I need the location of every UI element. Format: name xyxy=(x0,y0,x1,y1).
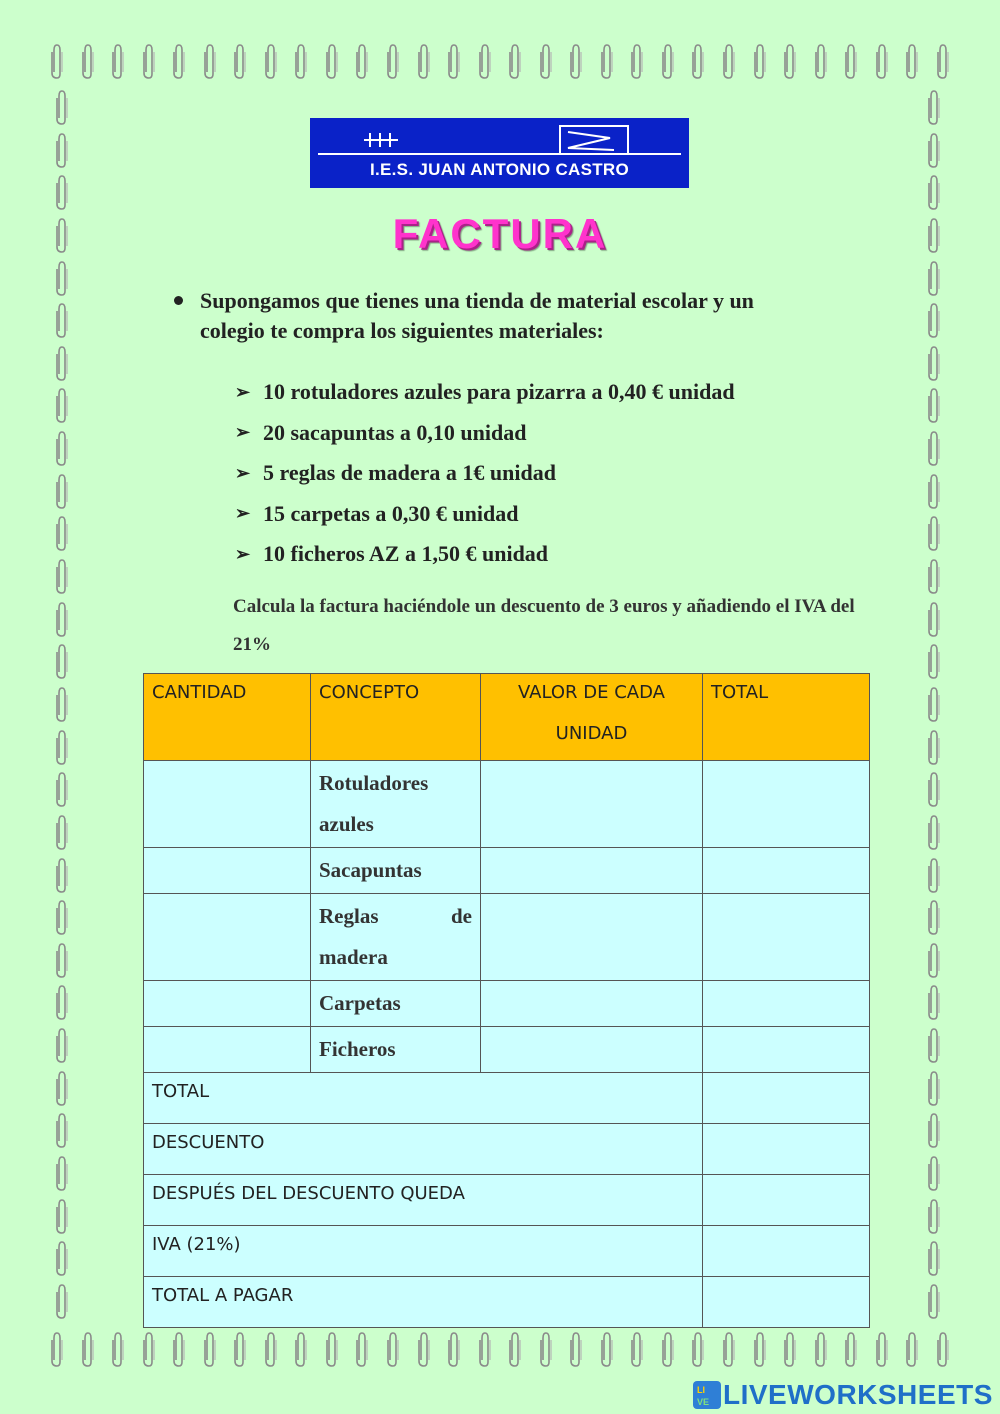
paperclip-icon xyxy=(50,42,64,80)
paperclip-icon xyxy=(927,557,941,595)
total-input[interactable] xyxy=(703,848,870,894)
paperclip-icon xyxy=(814,42,828,80)
arrow-bullet-icon: ➢ xyxy=(235,462,251,483)
paperclip-icon xyxy=(55,344,69,382)
paperclip-icon xyxy=(927,131,941,169)
paperclip-icon xyxy=(936,1330,950,1368)
paperclip-icon xyxy=(539,1330,553,1368)
paperclip-icon xyxy=(508,42,522,80)
valor-input[interactable] xyxy=(481,981,703,1027)
paperclip-icon xyxy=(111,1330,125,1368)
paperclip-icon xyxy=(630,1330,644,1368)
paperclip-icon xyxy=(927,301,941,339)
instruction-text: Calcula la factura haciéndole un descuento de 3 euros y añadiendo el IVA del 21% xyxy=(233,596,855,655)
paperclip-icon xyxy=(539,42,553,80)
paperclip-icon xyxy=(722,1330,736,1368)
paperclip-icon xyxy=(325,42,339,80)
bullet-icon xyxy=(174,296,183,305)
paperclip-icon xyxy=(927,88,941,126)
paperclip-icon xyxy=(55,472,69,510)
paperclip-icon xyxy=(927,1026,941,1064)
total-input[interactable] xyxy=(703,894,870,981)
paperclip-icon xyxy=(447,42,461,80)
paperclip-border-left xyxy=(55,88,75,1320)
paperclip-icon xyxy=(875,1330,889,1368)
paperclip-icon xyxy=(55,1111,69,1149)
paperclip-icon xyxy=(55,941,69,979)
paperclip-icon xyxy=(172,42,186,80)
svg-text:VE: VE xyxy=(697,1397,710,1407)
paperclip-icon xyxy=(55,301,69,339)
paperclip-icon xyxy=(875,42,889,80)
paperclip-icon xyxy=(927,1197,941,1235)
paperclip-icon xyxy=(783,1330,797,1368)
summary-row-total: TOTAL xyxy=(144,1073,870,1124)
paperclip-icon xyxy=(81,1330,95,1368)
table-row xyxy=(144,894,870,981)
list-item: ➢ 15 carpetas a 0,30 € unidad xyxy=(235,500,519,526)
paperclip-icon xyxy=(55,557,69,595)
paperclip-icon xyxy=(905,42,919,80)
paperclip-icon xyxy=(55,88,69,126)
paperclip-icon xyxy=(417,42,431,80)
paperclip-icon xyxy=(753,1330,767,1368)
valor-input[interactable] xyxy=(481,848,703,894)
paperclip-icon xyxy=(722,42,736,80)
cantidad-input[interactable] xyxy=(144,894,311,981)
paperclip-icon xyxy=(753,42,767,80)
paperclip-icon xyxy=(142,1330,156,1368)
paperclip-icon xyxy=(203,1330,217,1368)
paperclip-icon xyxy=(325,1330,339,1368)
paperclip-icon xyxy=(55,770,69,808)
cantidad-input[interactable] xyxy=(144,848,311,894)
paperclip-icon xyxy=(927,685,941,723)
paperclip-icon xyxy=(661,42,675,80)
paperclip-icon xyxy=(927,429,941,467)
paperclip-icon xyxy=(111,42,125,80)
header-concepto: CONCEPTO xyxy=(311,674,481,761)
table-row xyxy=(144,981,870,1027)
cantidad-input[interactable] xyxy=(144,981,311,1027)
paperclip-icon xyxy=(417,1330,431,1368)
total-input[interactable] xyxy=(703,761,870,848)
paperclip-icon xyxy=(927,1154,941,1192)
paperclip-icon xyxy=(55,1154,69,1192)
paperclip-icon xyxy=(569,42,583,80)
paperclip-icon xyxy=(50,1330,64,1368)
paperclip-icon xyxy=(447,1330,461,1368)
summary-row-descuento: DESCUENTO xyxy=(144,1124,870,1175)
list-item: ➢ 10 rotuladores azules para pizarra a 0,40 € unidad xyxy=(235,379,735,405)
paperclip-icon xyxy=(172,1330,186,1368)
paperclip-icon xyxy=(55,131,69,169)
total-input[interactable] xyxy=(703,1027,870,1073)
paperclip-icon xyxy=(478,42,492,80)
paperclip-icon xyxy=(927,941,941,979)
concepto-cell: Rotuladores azules xyxy=(311,761,481,848)
paperclip-icon xyxy=(55,1282,69,1320)
concepto-cell: Carpetas xyxy=(311,981,481,1027)
paperclip-icon xyxy=(927,344,941,382)
paperclip-icon xyxy=(927,1239,941,1277)
paperclip-icon xyxy=(927,1282,941,1320)
paperclip-icon xyxy=(355,1330,369,1368)
paperclip-icon xyxy=(600,1330,614,1368)
svg-text:LI: LI xyxy=(697,1385,705,1395)
paperclip-icon xyxy=(783,42,797,80)
paperclip-icon xyxy=(927,898,941,936)
paperclip-icon xyxy=(927,472,941,510)
header-valor: VALOR DE CADA UNIDAD xyxy=(481,674,703,761)
paperclip-icon xyxy=(927,1111,941,1149)
paperclip-icon xyxy=(508,1330,522,1368)
despues-answer-input[interactable] xyxy=(703,1175,870,1226)
paperclip-border-right xyxy=(927,88,947,1320)
paperclip-icon xyxy=(936,42,950,80)
paperclip-icon xyxy=(927,813,941,851)
paperclip-icon xyxy=(55,685,69,723)
arrow-bullet-icon: ➢ xyxy=(235,503,251,524)
paperclip-icon xyxy=(55,429,69,467)
paperclip-icon xyxy=(600,42,614,80)
paperclip-icon xyxy=(355,42,369,80)
paperclip-icon xyxy=(927,642,941,680)
paperclip-icon xyxy=(55,856,69,894)
paperclip-icon xyxy=(844,1330,858,1368)
concepto-cell: Reglas de madera xyxy=(311,894,481,981)
total-pagar-answer-input[interactable] xyxy=(703,1277,870,1328)
paperclip-icon xyxy=(294,1330,308,1368)
paperclip-icon xyxy=(927,386,941,424)
valor-input[interactable] xyxy=(481,761,703,848)
descuento-answer-input[interactable] xyxy=(703,1124,870,1175)
paperclip-icon xyxy=(55,173,69,211)
paperclip-icon xyxy=(478,1330,492,1368)
paperclip-icon xyxy=(55,1069,69,1107)
header-cantidad: CANTIDAD xyxy=(144,674,311,761)
paperclip-icon xyxy=(55,514,69,552)
summary-row-iva: IVA (21%) xyxy=(144,1226,870,1277)
header-total: TOTAL xyxy=(703,674,870,761)
total-answer-input[interactable] xyxy=(703,1073,870,1124)
paperclip-icon xyxy=(927,600,941,638)
paperclip-icon xyxy=(661,1330,675,1368)
paperclip-icon xyxy=(55,983,69,1021)
summary-row-total-pagar: TOTAL A PAGAR xyxy=(144,1277,870,1328)
paperclip-icon xyxy=(55,1026,69,1064)
valor-input[interactable] xyxy=(481,1027,703,1073)
valor-input[interactable] xyxy=(481,894,703,981)
liveworksheets-brand: LI VE LIVEWORKSHEETS xyxy=(693,1378,993,1412)
concepto-cell: Ficheros xyxy=(311,1027,481,1073)
paperclip-icon xyxy=(691,42,705,80)
table-header-row xyxy=(144,674,870,761)
list-item: ➢ 5 reglas de madera a 1€ unidad xyxy=(235,460,556,486)
paperclip-icon xyxy=(55,1197,69,1235)
intro-text: Supongamos que tienes una tienda de material escolar y un colegio te compra los siguientes materiales: xyxy=(200,288,754,343)
paperclip-icon xyxy=(814,1330,828,1368)
paperclip-icon xyxy=(905,1330,919,1368)
liveworksheets-logo-icon xyxy=(693,1381,721,1409)
paperclip-icon xyxy=(203,42,217,80)
paperclip-icon xyxy=(927,259,941,297)
paperclip-icon xyxy=(294,42,308,80)
table-row xyxy=(144,761,870,848)
paperclip-icon xyxy=(927,770,941,808)
list-item: ➢ 10 ficheros AZ a 1,50 € unidad xyxy=(235,541,549,567)
paperclip-icon xyxy=(927,856,941,894)
paperclip-icon xyxy=(55,813,69,851)
arrow-bullet-icon: ➢ xyxy=(235,422,251,443)
total-input[interactable] xyxy=(703,981,870,1027)
paperclip-border-bottom xyxy=(50,1330,950,1370)
cantidad-input[interactable] xyxy=(144,761,311,848)
invoice-table xyxy=(143,673,870,1328)
page-title: FACTURA xyxy=(392,210,608,257)
paperclip-icon xyxy=(81,42,95,80)
iva-answer-input[interactable] xyxy=(703,1226,870,1277)
paperclip-icon xyxy=(233,42,247,80)
paperclip-icon xyxy=(55,386,69,424)
paperclip-icon xyxy=(569,1330,583,1368)
paperclip-icon xyxy=(142,42,156,80)
paperclip-icon xyxy=(386,1330,400,1368)
paperclip-icon xyxy=(386,42,400,80)
paperclip-icon xyxy=(55,600,69,638)
paperclip-icon xyxy=(927,514,941,552)
arrow-bullet-icon: ➢ xyxy=(235,543,251,564)
paperclip-border-top xyxy=(50,42,950,82)
cantidad-input[interactable] xyxy=(144,1027,311,1073)
paperclip-icon xyxy=(55,642,69,680)
paperclip-icon xyxy=(844,42,858,80)
paperclip-icon xyxy=(691,1330,705,1368)
school-logo xyxy=(310,118,689,188)
summary-row-despues: DESPUÉS DEL DESCUENTO QUEDA xyxy=(144,1175,870,1226)
paperclip-icon xyxy=(927,728,941,766)
paperclip-icon xyxy=(927,1069,941,1107)
paperclip-icon xyxy=(630,42,644,80)
paperclip-icon xyxy=(927,173,941,211)
paperclip-icon xyxy=(55,1239,69,1277)
paperclip-icon xyxy=(55,728,69,766)
paperclip-icon xyxy=(233,1330,247,1368)
materials-list xyxy=(235,372,735,575)
paperclip-icon xyxy=(264,42,278,80)
table-row xyxy=(144,848,870,894)
school-name: I.E.S. JUAN ANTONIO CASTRO xyxy=(369,160,630,179)
paperclip-icon xyxy=(264,1330,278,1368)
paperclip-icon xyxy=(55,259,69,297)
paperclip-icon xyxy=(927,983,941,1021)
table-row xyxy=(144,1027,870,1073)
list-item: ➢ 20 sacapuntas a 0,10 unidad xyxy=(235,419,527,445)
concepto-cell: Sacapuntas xyxy=(311,848,481,894)
arrow-bullet-icon: ➢ xyxy=(235,381,251,402)
paperclip-icon xyxy=(55,898,69,936)
